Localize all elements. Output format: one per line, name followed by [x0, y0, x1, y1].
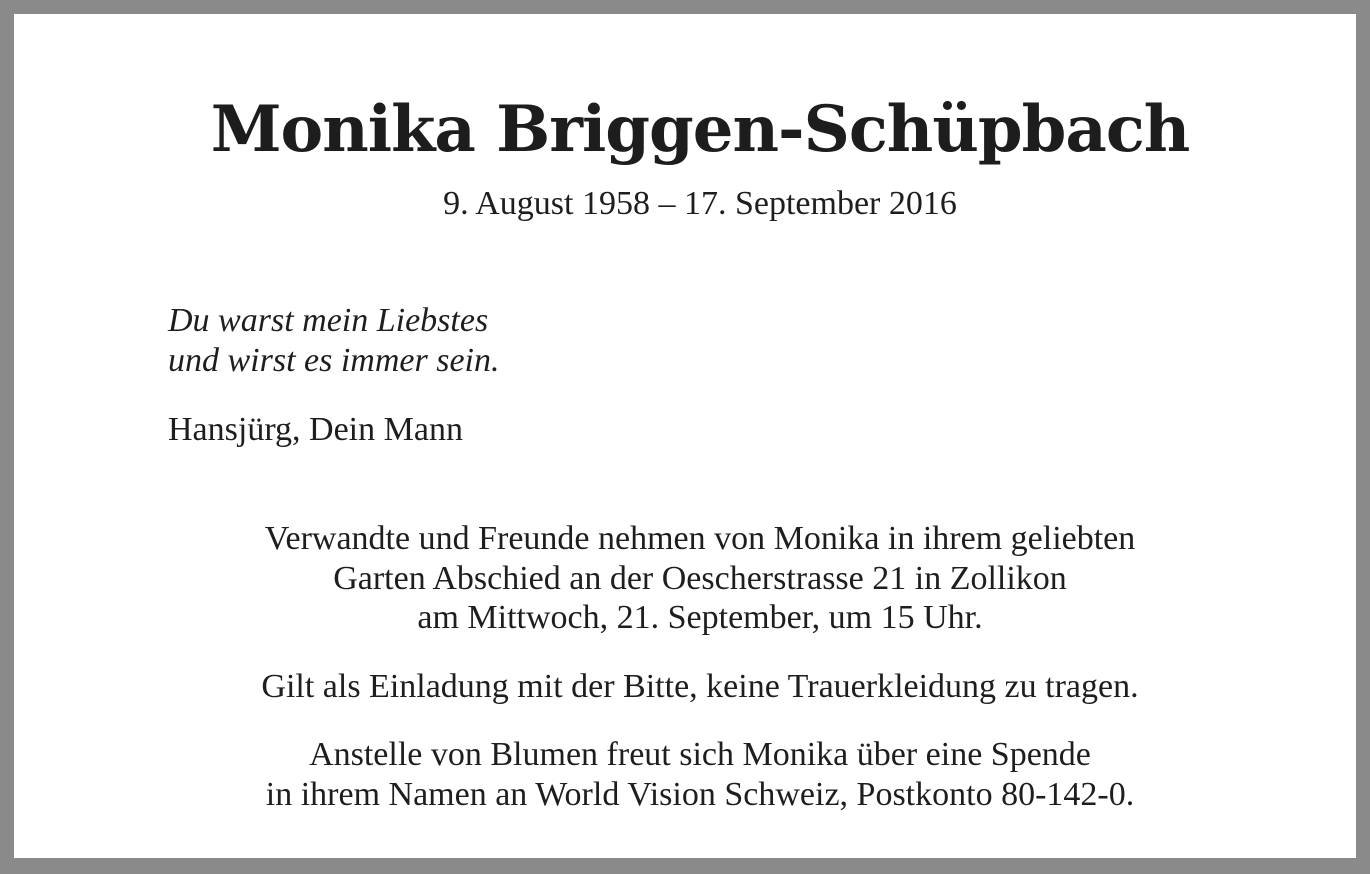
- farewell-paragraph: [14, 519, 1370, 638]
- quote-line: Du warst mein Liebstes: [168, 302, 489, 339]
- farewell-line: Garten Abschied an der Oescherstrasse 21 in Zollikon: [333, 559, 1067, 597]
- donation-paragraph: [14, 735, 1370, 814]
- deceased-name: Monika Briggen-Schüpbach: [210, 92, 1190, 167]
- invitation-note: Gilt als Einladung mit der Bitte, keine Trauerkleidung zu tragen.: [261, 668, 1139, 705]
- memorial-quote: [168, 301, 500, 381]
- quote-line: und wirst es immer sein.: [168, 342, 500, 379]
- donation-line: in ihrem Namen an World Vision Schweiz, Postkonto 80-142-0.: [265, 775, 1135, 813]
- quote-signature: Hansjürg, Dein Mann: [168, 411, 463, 448]
- donation-line: Anstelle von Blumen freut sich Monika über eine Spende: [309, 736, 1091, 773]
- life-dates: 9. August 1958 – 17. September 2016: [443, 185, 957, 222]
- farewell-line: Verwandte und Freunde nehmen von Monika in ihrem geliebten: [264, 520, 1136, 557]
- obituary-notice: [14, 14, 1356, 858]
- farewell-line: am Mittwoch, 21. September, um 15 Uhr.: [417, 599, 983, 636]
